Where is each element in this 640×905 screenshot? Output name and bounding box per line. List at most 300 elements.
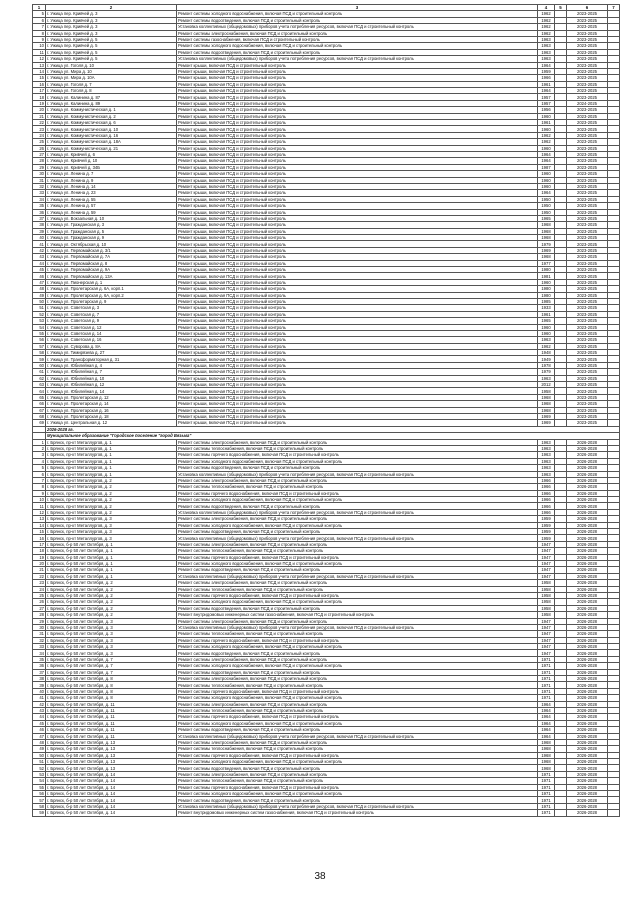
table-cell: Ремонт крыши, включая ПСД и строительный контроль [177, 177, 538, 183]
table-cell: 1958 [538, 605, 555, 611]
table-cell: 2026-2028 [567, 452, 608, 458]
table-cell: Ремонт крыши, включая ПСД и строительный контроль [177, 311, 538, 317]
table-cell: 1962 [538, 139, 555, 145]
table-cell: 34 [33, 650, 46, 656]
table-cell: 43 [33, 254, 46, 260]
table-cell: г. Ужица ул. Советская д. 3 [46, 305, 177, 311]
table-cell: Ремонт системы водоотведения, включая ПСД и строительный контроль [177, 465, 538, 471]
table-cell: 2023-2025 [567, 30, 608, 36]
section-label: Муниципальное образование "Городское поселение "город Вязьма" [46, 433, 620, 439]
table-cell: 2023-2025 [567, 164, 608, 170]
table-cell: 1969 [538, 414, 555, 420]
table-cell: г. Брянск, б-р 50 лет Октября, д. 8 [46, 688, 177, 694]
table-cell: 1947 [538, 567, 555, 573]
table-cell: Ремонт системы холодного водоснабжения, включая ПСД и строительный контроль [177, 791, 538, 797]
table-cell: 47 [33, 279, 46, 285]
table-cell: г. Ужица ул. Ленина д. 55 [46, 196, 177, 202]
table-cell: 2023-2025 [567, 394, 608, 400]
table-cell: Ремонт крыши, включая ПСД и строительный контроль [177, 388, 538, 394]
table-cell: 39 [33, 228, 46, 234]
table-cell: Ремонт системы электроснабжения, включая ПСД и строительный контроль [177, 656, 538, 662]
table-cell: Ремонт крыши, включая ПСД и строительный контроль [177, 241, 538, 247]
table-cell: Ремонт крыши, включая ПСД и строительный контроль [177, 343, 538, 349]
table-cell: 1968 [538, 401, 555, 407]
table-cell: 2026-2028 [567, 759, 608, 765]
table-cell: 2026-2028 [567, 509, 608, 515]
table-cell: г. Брянск, пр-кт Металлургов, д. 2 [46, 497, 177, 503]
table-cell: 1963 [538, 337, 555, 343]
table-cell: 2026-2028 [567, 791, 608, 797]
table-cell: 1960 [538, 183, 555, 189]
table-cell: 55 [33, 330, 46, 336]
table-row [33, 810, 620, 816]
table-cell: 2012 [538, 382, 555, 388]
table-cell: 55 [33, 784, 46, 790]
table-cell: 2023-2025 [567, 286, 608, 292]
table-cell: Ремонт системы горячего водоснабжения, включая ПСД и строительный контроль [177, 784, 538, 790]
table-cell: г. Брянск, б-р 50 лет Октября, д. 13 [46, 765, 177, 771]
table-cell: Ремонт системы теплоснабжения, включая ПСД и строительный контроль [177, 778, 538, 784]
table-cell: 2023-2025 [567, 177, 608, 183]
table-cell: 18 [33, 94, 46, 100]
table-cell: 2023-2025 [567, 254, 608, 260]
table-cell: г. Ужица ул. Первомайская д. 13А [46, 273, 177, 279]
table-cell: г. Ужица ул. Советская д. 14 [46, 330, 177, 336]
table-cell: г. Ужица ул. Пролетарская д. 14 [46, 401, 177, 407]
table-cell: 1963 [538, 36, 555, 42]
table-cell: 1966 [538, 477, 555, 483]
table-cell: г. Ужица ул. Коммунистическая д. 6 [46, 120, 177, 126]
table-cell: 1960 [538, 177, 555, 183]
table-cell: 2026-2028 [567, 701, 608, 707]
table-cell: 1962 [538, 17, 555, 23]
table-cell: 22 [33, 120, 46, 126]
table-cell: 56 [33, 337, 46, 343]
table-cell: 45 [33, 267, 46, 273]
table-cell: Ремонт крыши, включая ПСД и строительный контроль [177, 267, 538, 273]
table-cell: Ремонт крыши, включая ПСД и строительный контроль [177, 235, 538, 241]
table-cell: 10 [33, 497, 46, 503]
table-cell: 2023-2025 [567, 203, 608, 209]
table-cell: 2026-2028 [567, 637, 608, 643]
table-cell: 2026-2028 [567, 695, 608, 701]
table-cell: 2023-2025 [567, 388, 608, 394]
table-cell: г. Ужица ул. Коммунистическая д. 21 [46, 145, 177, 151]
table-cell: 2026-2028 [567, 669, 608, 675]
table-cell: 1968 [538, 254, 555, 260]
table-cell: Ремонт крыши, включая ПСД и строительный контроль [177, 203, 538, 209]
table-cell: 50 [33, 298, 46, 304]
table-cell: 2026-2028 [567, 586, 608, 592]
table-cell: Ремонт крыши, включая ПСД и строительный контроль [177, 330, 538, 336]
table-cell: 1961 [538, 311, 555, 317]
table-cell: Ремонт системы водоотведения, включая ПСД и строительный контроль [177, 49, 538, 55]
table-cell: г. Ужица ул. Мира д. 10А [46, 75, 177, 81]
table-cell: 2026-2028 [567, 714, 608, 720]
table-cell: 2026-2028 [567, 810, 608, 816]
table-cell: 40 [33, 688, 46, 694]
table-cell: 2023-2025 [567, 311, 608, 317]
table-cell: 2026-2028 [567, 567, 608, 573]
table-cell: 2026-2028 [567, 624, 608, 630]
table-cell: г. Брянск, пр-кт Металлургов, д. 1 [46, 452, 177, 458]
table-cell: г. Ужица ул. Кривчей д. 6 [46, 151, 177, 157]
table-cell: 1962 [538, 132, 555, 138]
table-cell: 44 [33, 260, 46, 266]
table-cell: г. Ужица ул. Первомайская д. 9А [46, 267, 177, 273]
table-cell: г. Ужица ул. Пролетарская д. 6А, корп.2 [46, 292, 177, 298]
table-cell: 42 [33, 701, 46, 707]
table-cell: г. Брянск, б-р 50 лет Октября, д. 11 [46, 727, 177, 733]
table-cell: г. Ужица ул. Первомайская д. 3/1 [46, 247, 177, 253]
document-sheet [32, 4, 615, 817]
table-cell: 1948 [538, 350, 555, 356]
table-cell: 1947 [538, 650, 555, 656]
table-cell: Установка коллективных (общедомовых) приборов учета потребления ресурсов, включая ПСД и строительный контроль [177, 471, 538, 477]
table-cell: Установка коллективных (общедомовых) приборов учета потребления ресурсов, включая ПСД и строительный контроль [177, 573, 538, 579]
table-cell: Ремонт системы теплоснабжения, включая ПСД и строительный контроль [177, 484, 538, 490]
table-cell: 2026-2028 [567, 656, 608, 662]
table-cell: Ремонт крыши, включая ПСД и строительный контроль [177, 62, 538, 68]
table-cell: г. Брянск, б-р 50 лет Октября, д. 3 [46, 650, 177, 656]
table-cell: 2023-2025 [567, 273, 608, 279]
table-cell: Ремонт системы водоотведения, включая ПСД и строительный контроль [177, 605, 538, 611]
table-cell: 56 [33, 791, 46, 797]
table-cell: г. Брянск, б-р 50 лет Октября, д. 11 [46, 733, 177, 739]
table-cell: 1971 [538, 663, 555, 669]
table-cell: 1963 [538, 56, 555, 62]
table-cell: 48 [33, 286, 46, 292]
table-cell: 36 [33, 663, 46, 669]
table-cell: Ремонт системы горячего водоснабжения, включая ПСД и строительный контроль [177, 714, 538, 720]
table-cell: 2024-2025 [567, 100, 608, 106]
table-cell: 1969 [538, 420, 555, 426]
table-cell: 21 [33, 567, 46, 573]
table-cell: 1968 [538, 765, 555, 771]
table-cell: г. Брянск, б-р 50 лет Октября, д. 11 [46, 714, 177, 720]
table-cell: 22 [33, 573, 46, 579]
table-cell: Ремонт крыши, включая ПСД и строительный контроль [177, 132, 538, 138]
table-cell: Ремонт крыши, включая ПСД и строительный контроль [177, 260, 538, 266]
table-cell: г. Брянск, б-р 50 лет Октября, д. 1 [46, 560, 177, 566]
table-cell: 53 [33, 771, 46, 777]
table-cell: 1985 [538, 298, 555, 304]
table-cell: 1971 [538, 797, 555, 803]
table-cell: 1971 [538, 791, 555, 797]
table-cell: Ремонт крыши, включая ПСД и строительный контроль [177, 183, 538, 189]
table-cell: 2026-2028 [567, 688, 608, 694]
table-cell: 2023-2025 [567, 356, 608, 362]
table-cell: 2026-2028 [567, 439, 608, 445]
table-cell: г. Ужица ул. Юбилейная д. 4 [46, 362, 177, 368]
table-cell: Ремонт системы горячего водоснабжения, включая ПСД и строительный контроль [177, 490, 538, 496]
table-cell: 2026-2028 [567, 778, 608, 784]
table-cell: 1964 [538, 62, 555, 68]
table-cell: 1971 [538, 682, 555, 688]
table-cell: г. Ужица ул. Пролетарская д. 16 [46, 407, 177, 413]
table-cell: г. Брянск, пр-кт Металлургов, д. 1 [46, 458, 177, 464]
table-cell: г. Ужица ул. Центральная д. 12 [46, 420, 177, 426]
table-cell: г. Ужица ул. Калинина д. 87 [46, 94, 177, 100]
table-cell: 1964 [538, 733, 555, 739]
table-cell: 1958 [538, 599, 555, 605]
table-cell: 1959 [538, 535, 555, 541]
table-cell: 1962 [538, 343, 555, 349]
table-cell: г. Брянск, б-р 50 лет Октября, д. 13 [46, 746, 177, 752]
table-cell: 2023-2025 [567, 350, 608, 356]
table-cell: Ремонт крыши, включая ПСД и строительный контроль [177, 362, 538, 368]
table-cell: 2026-2028 [567, 605, 608, 611]
table-cell: 1971 [538, 688, 555, 694]
table-cell: 1958 [538, 592, 555, 598]
table-cell: г. Брянск, б-р 50 лет Октября, д. 3 [46, 624, 177, 630]
table-cell: г. Ужица ул. Пионерская д. 1 [46, 279, 177, 285]
table-cell: 1966 [538, 75, 555, 81]
table-cell: 2023-2025 [567, 139, 608, 145]
table-cell: Ремонт крыши, включая ПСД и строительный контроль [177, 305, 538, 311]
table-cell: 38 [33, 676, 46, 682]
table-cell: 1968 [538, 739, 555, 745]
table-cell: 1933 [538, 305, 555, 311]
table-cell: 45 [33, 720, 46, 726]
table-cell: 2026-2028 [567, 592, 608, 598]
table-cell: Ремонт крыши, включая ПСД и строительный контроль [177, 171, 538, 177]
table-cell: Ремонт крыши, включая ПСД и строительный контроль [177, 100, 538, 106]
table-cell: 37 [33, 669, 46, 675]
table-cell: 1959 [538, 68, 555, 74]
table-cell: 2026-2028 [567, 599, 608, 605]
table-cell: г. Ужица ул. Кривчей д. 10 [46, 158, 177, 164]
table-cell: 2026-2028 [567, 803, 608, 809]
table-cell: 33 [33, 644, 46, 650]
table-cell: 1981 [538, 273, 555, 279]
table-cell: 1963 [538, 49, 555, 55]
header-cell: 7 [608, 5, 620, 11]
table-cell: г. Ужица ул. Юбилейная д. 12 [46, 382, 177, 388]
table-cell: 2026-2028 [567, 580, 608, 586]
table-cell: г. Брянск, пр-кт Металлургов, д. 2 [46, 503, 177, 509]
table-cell: Ремонт системы холодного водоснабжения, включая ПСД и строительный контроль [177, 11, 538, 17]
table-cell: 2026-2028 [567, 522, 608, 528]
table-cell: 25 [33, 139, 46, 145]
table-cell: 1971 [538, 810, 555, 816]
table-cell: 1963 [538, 471, 555, 477]
table-cell: Ремонт крыши, включая ПСД и строительный контроль [177, 247, 538, 253]
table-cell: 2023-2025 [567, 215, 608, 221]
table-cell: 2023-2025 [567, 24, 608, 30]
table-cell: г. Брянск, б-р 50 лет Октября, д. 8 [46, 695, 177, 701]
table-cell: Ремонт крыши, включая ПСД и строительный контроль [177, 120, 538, 126]
table-cell: Установка коллективных (общедомовых) приборов учета потребления ресурсов, включая ПСД и строительный контроль [177, 56, 538, 62]
table-cell: 2023-2025 [567, 120, 608, 126]
table-cell: 16 [33, 535, 46, 541]
table-cell: 36 [33, 209, 46, 215]
table-cell: 1966 [538, 490, 555, 496]
table-cell: 1962 [538, 24, 555, 30]
table-cell: 1971 [538, 803, 555, 809]
table-cell: г. Брянск, пр-кт Металлургов, д. 1 [46, 465, 177, 471]
table-cell: 14 [33, 68, 46, 74]
table-cell: 2026-2028 [567, 682, 608, 688]
table-cell: Ремонт системы теплоснабжения, включая ПСД и строительный контроль [177, 746, 538, 752]
header-cell: 1 [33, 5, 46, 11]
table-cell: Установка коллективных (общедомовых) приборов учета потребления ресурсов, включая ПСД и строительный контроль [177, 535, 538, 541]
table-cell: Ремонт системы водоотведения, включая ПСД и строительный контроль [177, 765, 538, 771]
table-cell: 41 [33, 695, 46, 701]
table-cell: Ремонт системы газоснабжения, включая ПСД и строительный контроль [177, 36, 538, 42]
table-cell: 1977 [538, 260, 555, 266]
table-cell: г. Брянск, б-р 50 лет Октября, д. 2 [46, 612, 177, 618]
table-cell: 2023-2025 [567, 318, 608, 324]
table-cell: Ремонт крыши, включая ПСД и строительный контроль [177, 375, 538, 381]
table-cell: 1962 [538, 30, 555, 36]
table-cell: 2026-2028 [567, 497, 608, 503]
table-cell: 2023-2025 [567, 145, 608, 151]
table-cell: г. Брянск, б-р 50 лет Октября, д. 13 [46, 759, 177, 765]
table-cell: 57 [33, 797, 46, 803]
table-cell: 58 [33, 803, 46, 809]
table-cell: г. Брянск, пр-кт Металлургов, д. 2 [46, 477, 177, 483]
table-cell: 7 [33, 24, 46, 30]
table-cell: 1947 [538, 624, 555, 630]
table-cell: 2026-2028 [567, 618, 608, 624]
table-cell: Ремонт системы водоотведения, включая ПСД и строительный контроль [177, 669, 538, 675]
table-cell: г. Брянск, б-р 50 лет Октября, д. 1 [46, 573, 177, 579]
table-cell: Ремонт крыши, включая ПСД и строительный контроль [177, 126, 538, 132]
table-cell: 2023-2025 [567, 414, 608, 420]
table-cell: Ремонт крыши, включая ПСД и строительный контроль [177, 279, 538, 285]
table-cell: 2 [33, 445, 46, 451]
table-cell: 25 [33, 592, 46, 598]
table-cell: 1971 [538, 778, 555, 784]
table-cell: 2023-2025 [567, 183, 608, 189]
table-cell: Ремонт крыши, включая ПСД и строительный контроль [177, 75, 538, 81]
table-cell: 2026-2028 [567, 739, 608, 745]
table-cell: 2023-2025 [567, 171, 608, 177]
table-cell: Ремонт крыши, включая ПСД и строительный контроль [177, 228, 538, 234]
table-cell: Ремонт системы водоотведения, включая ПСД и строительный контроль [177, 650, 538, 656]
table-cell: 46 [33, 727, 46, 733]
table-cell: Ремонт крыши, включая ПСД и строительный контроль [177, 407, 538, 413]
header-cell: 4 [538, 5, 555, 11]
table-cell: 2026-2028 [567, 797, 608, 803]
table-cell: 30 [33, 624, 46, 630]
table-cell: 6 [33, 471, 46, 477]
table-cell: 2026-2028 [567, 720, 608, 726]
table-cell: г. Ужица ул. Советская д. 12 [46, 324, 177, 330]
table-cell: 2023-2025 [567, 292, 608, 298]
table-cell: 1959 [538, 529, 555, 535]
table-cell: г. Ужица ул. Советская д. 9 [46, 318, 177, 324]
table-cell: 1968 [538, 752, 555, 758]
table-cell: г. Брянск, б-р 50 лет Октября, д. 3 [46, 618, 177, 624]
table-cell: Ремонт крыши, включая ПСД и строительный контроль [177, 164, 538, 170]
table-cell: Ремонт крыши, включая ПСД и строительный контроль [177, 209, 538, 215]
table-cell: 1949 [538, 356, 555, 362]
table-cell: Ремонт крыши, включая ПСД и строительный контроль [177, 94, 538, 100]
table-cell: г. Брянск, пр-кт Металлургов, д. 3 [46, 529, 177, 535]
table-cell: 1971 [538, 771, 555, 777]
table-cell: г. Брянск, б-р 50 лет Октября, д. 1 [46, 554, 177, 560]
table-cell: 1968 [538, 759, 555, 765]
table-cell: 32 [33, 183, 46, 189]
page-number: 38 [314, 871, 326, 882]
table-cell: Ремонт системы горячего водоснабжения, включая ПСД и строительный контроль [177, 592, 538, 598]
table-cell: 2026-2028 [567, 490, 608, 496]
table-cell: 1966 [538, 503, 555, 509]
table-cell: г. Брянск, пр-кт Металлургов, д. 2 [46, 484, 177, 490]
table-cell: Ремонт крыши, включая ПСД и строительный контроль [177, 414, 538, 420]
table-cell: 1968 [538, 235, 555, 241]
table-cell: 1963 [538, 445, 555, 451]
table-cell: 5 [33, 465, 46, 471]
table-cell: 2026-2028 [567, 733, 608, 739]
table-cell: 18 [33, 548, 46, 554]
table-cell: 43 [33, 707, 46, 713]
table-cell: 1947 [538, 554, 555, 560]
table-cell: 1 [33, 439, 46, 445]
table-cell: Ремонт крыши, включая ПСД и строительный контроль [177, 350, 538, 356]
table-cell: 10 [33, 43, 46, 49]
table-cell: г. Брянск, б-р 50 лет Октября, д. 11 [46, 707, 177, 713]
table-cell: Ремонт крыши, включая ПСД и строительный контроль [177, 196, 538, 202]
table-cell: 41 [33, 241, 46, 247]
table-cell: г. Ужица пер. Кривчей д. 5 [46, 43, 177, 49]
table-cell: г. Ужица ул. Коммунистическая д. 1 [46, 107, 177, 113]
table-cell: г. Брянск, б-р 50 лет Октября, д. 13 [46, 739, 177, 745]
table-cell: Ремонт системы холодного водоснабжения, включая ПСД и строительный контроль [177, 720, 538, 726]
table-cell: 23 [33, 580, 46, 586]
table-cell: г. Ужица ул. Гоголя д. 10 [46, 62, 177, 68]
table-cell: г. Брянск, пр-кт Металлургов, д. 2 [46, 509, 177, 515]
table-cell: г. Ужица ул. Коммунистическая д. 2 [46, 113, 177, 119]
table-cell: 1966 [538, 484, 555, 490]
table-cell: 68 [33, 414, 46, 420]
table-cell: 4 [33, 458, 46, 464]
table-cell: 2023-2025 [567, 113, 608, 119]
table-cell: г. Ужица ул. Юбилейная д. 7 [46, 369, 177, 375]
table-cell: 1968 [538, 228, 555, 234]
table-cell: г. Брянск, б-р 50 лет Октября, д. 8 [46, 676, 177, 682]
table-cell: 1961 [538, 81, 555, 87]
table-cell: г. Ужица ул. Трансформаторная д. 31 [46, 356, 177, 362]
table-cell: 1947 [538, 548, 555, 554]
table-cell: 1960 [538, 324, 555, 330]
table-cell: 58 [33, 350, 46, 356]
table-cell: 6 [33, 17, 46, 23]
table-cell: 2023-2025 [567, 324, 608, 330]
table-cell: 1966 [538, 497, 555, 503]
table-cell: г. Брянск, б-р 50 лет Октября, д. 3 [46, 637, 177, 643]
table-cell: 13 [33, 62, 46, 68]
table-cell: 1947 [538, 637, 555, 643]
table-cell: Ремонт системы электроснабжения, включая ПСД и строительный контроль [177, 676, 538, 682]
table-cell: 2023-2025 [567, 247, 608, 253]
table-cell: 2023-2025 [567, 267, 608, 273]
table-cell: 2026-2028 [567, 541, 608, 547]
table-cell: 54 [33, 778, 46, 784]
table-cell: 62 [33, 375, 46, 381]
table-cell: 1978 [538, 362, 555, 368]
section-label: 2026-2028 гг. [46, 426, 620, 432]
table-cell: г. Брянск, б-р 50 лет Октября, д. 8 [46, 682, 177, 688]
table-cell: 1964 [538, 151, 555, 157]
table-cell: г. Брянск, б-р 50 лет Октября, д. 7 [46, 669, 177, 675]
table-cell: 1968 [538, 407, 555, 413]
table-cell: г. Брянск, пр-кт Металлургов, д. 1 [46, 445, 177, 451]
table-cell: Ремонт системы электроснабжения, включая ПСД и строительный контроль [177, 739, 538, 745]
table-cell: Ремонт системы водоотведения, включая ПСД и строительный контроль [177, 727, 538, 733]
